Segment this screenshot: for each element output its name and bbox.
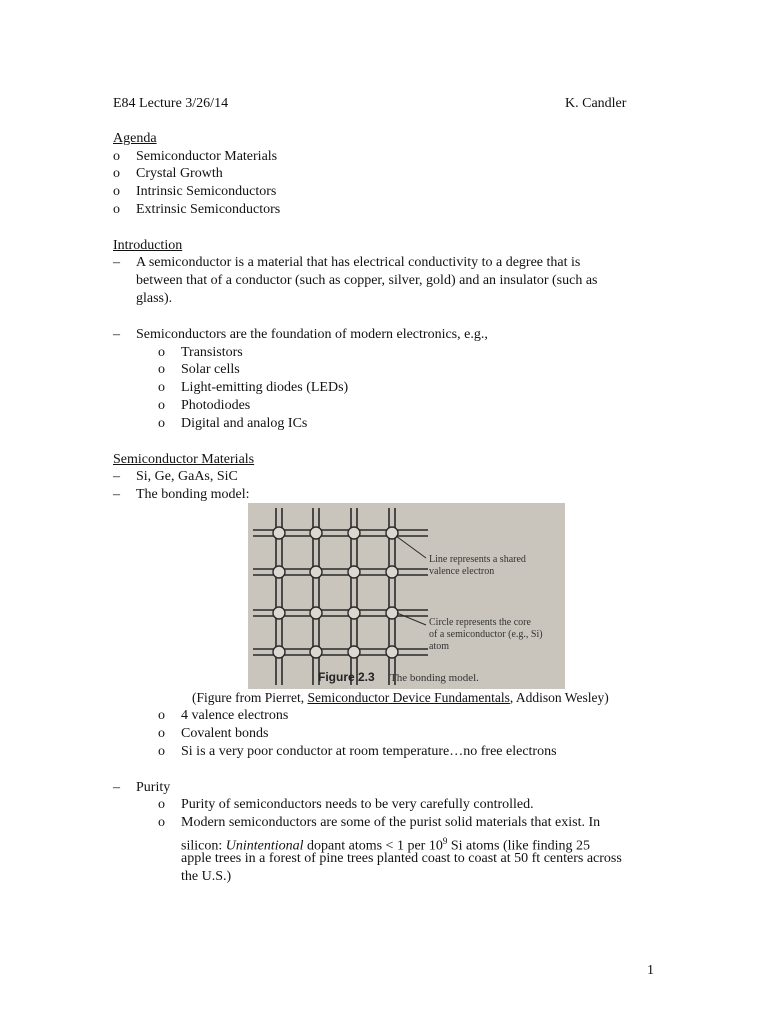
text-span: dopant atoms < 1 per 10 <box>303 838 443 854</box>
lecture-title: E84 Lecture 3/26/14 <box>113 96 229 111</box>
example-item: Photodiodes <box>181 398 251 413</box>
purity-point-line: apple trees in a forest of pine trees planted coast to coast at 50 ft centers across <box>181 851 622 866</box>
dash-bullet: – <box>113 327 120 342</box>
dash-bullet: – <box>113 780 120 795</box>
dash-bullet: – <box>113 469 120 484</box>
bonding-point: Covalent bonds <box>181 726 269 741</box>
agenda-bullet: o <box>113 184 120 199</box>
purity-label: Purity <box>136 780 171 795</box>
purity-bullet: o <box>158 797 165 812</box>
dash-bullet: – <box>113 255 120 270</box>
bonding-point: Si is a very poor conductor at room temperature…no free electrons <box>181 744 557 759</box>
source-book-title: Semiconductor Device Fundamentals <box>307 690 510 705</box>
example-bullet: o <box>158 345 165 360</box>
agenda-bullet: o <box>113 166 120 181</box>
agenda-item: Extrinsic Semiconductors <box>136 202 281 217</box>
bonding-point: 4 valence electrons <box>181 708 289 723</box>
figure-source <box>192 689 609 707</box>
agenda-item: Semiconductor Materials <box>136 149 278 164</box>
intro-paragraph-line: A semiconductor is a material that has electrical conductivity to a degree that is <box>136 255 581 270</box>
intro-paragraph-line: glass). <box>136 291 173 306</box>
purity-point-line: the U.S.) <box>181 869 232 884</box>
example-bullet: o <box>158 398 165 413</box>
example-bullet: o <box>158 416 165 431</box>
exponent: 9 <box>442 836 448 846</box>
author-name: K. Candler <box>565 96 627 111</box>
text-span: Si atoms (like finding 25 <box>447 838 591 854</box>
emphasis-text: Unintentional <box>225 838 304 854</box>
agenda-bullet: o <box>113 149 120 164</box>
line-label: valence electron <box>429 566 495 577</box>
purity-point: Modern semiconductors are some of the purist solid materials that exist. In <box>181 815 601 830</box>
materials-list-item: Si, Ge, GaAs, SiC <box>136 469 238 484</box>
figure-caption: The bonding model. <box>390 672 479 684</box>
text-span: silicon: <box>181 838 226 854</box>
example-item: Transistors <box>181 345 243 360</box>
line-label: Line represents a shared <box>429 554 526 565</box>
example-item: Light-emitting diodes (LEDs) <box>181 380 349 395</box>
materials-heading: Semiconductor Materials <box>113 452 255 467</box>
source-prefix: (Figure from Pierret, <box>192 690 308 705</box>
lattice-diagram <box>248 503 565 689</box>
purity-point: Purity of semiconductors needs to be very carefully controlled. <box>181 797 534 812</box>
bonding-model-figure <box>248 503 565 689</box>
source-suffix: , Addison Wesley) <box>509 690 609 705</box>
page-number: 1 <box>647 963 654 978</box>
electronics-intro: Semiconductors are the foundation of modern electronics, e.g., <box>136 327 488 342</box>
materials-list-item: The bonding model: <box>136 487 250 502</box>
agenda-heading: Agenda <box>113 131 157 146</box>
agenda-bullet: o <box>113 202 120 217</box>
purity-bullet: o <box>158 815 165 830</box>
circle-label: atom <box>429 641 449 652</box>
agenda-item: Crystal Growth <box>136 166 223 181</box>
example-bullet: o <box>158 380 165 395</box>
point-bullet: o <box>158 726 165 741</box>
point-bullet: o <box>158 708 165 723</box>
example-bullet: o <box>158 362 165 377</box>
circle-label: Circle represents the core <box>429 617 531 628</box>
example-item: Digital and analog ICs <box>181 416 308 431</box>
intro-paragraph-line: between that of a conductor (such as copper, silver, gold) and an insulator (such as <box>136 273 598 288</box>
introduction-heading: Introduction <box>113 238 183 253</box>
point-bullet: o <box>158 744 165 759</box>
agenda-item: Intrinsic Semiconductors <box>136 184 277 199</box>
example-item: Solar cells <box>181 362 240 377</box>
figure-number: Figure 2.3 <box>318 670 375 684</box>
dash-bullet: – <box>113 487 120 502</box>
circle-label: of a semiconductor (e.g., Si) <box>429 629 543 640</box>
